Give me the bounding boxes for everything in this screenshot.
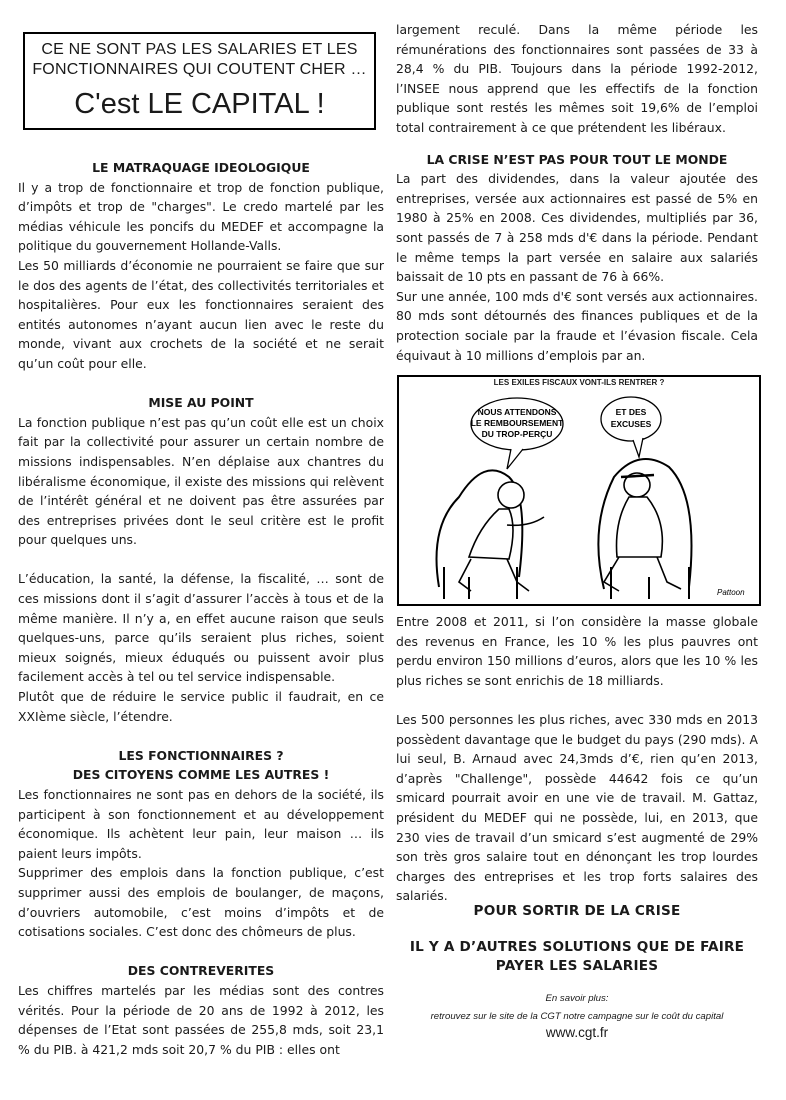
footer-headline-3: PAYER LES SALARIES	[495, 958, 659, 974]
bubble-right-line-1: ET DES	[615, 407, 647, 417]
paragraph: Plutôt que de réduire le service public il faudrait, en ce XXIème siècle, l’étendre.	[18, 689, 384, 724]
section-title-contreverites: DES CONTREVERITES	[127, 963, 275, 979]
cartoon-illustration	[397, 375, 761, 606]
headline-line-2: FONCTIONNAIRES QUI COUTENT CHER …	[32, 61, 367, 78]
cartoon-drawing	[399, 377, 759, 604]
more-info-text: retrouvez sur le site de la CGT notre campagne sur le coût du capital	[430, 1011, 724, 1022]
left-column	[18, 24, 384, 1059]
bubble-right-line-2: EXCUSES	[610, 419, 652, 429]
website-link[interactable]: www.cgt.fr	[545, 1025, 609, 1040]
paragraph: Les fonctionnaires ne sont pas en dehors de la société, ils participent à son fonctionnement et au développement économique. Ils achètent leur pain, leur maison … ils paient leurs impôts.	[18, 787, 384, 861]
paragraph: La part des dividendes, dans la valeur ajoutée des entreprises, versée aux actionnaires est passé de 5% en 1980 à 25% en 2008. Ces dividendes, multipliés par 36, sont passés de 7 à 258 mds d'€ dans la période. Pendant le même temps la part versée en salaire aux salariés baissait de 10 pts en passant de 76 à 66%.	[396, 171, 758, 285]
bubble-left-line-3: DU TROP-PERÇU	[481, 429, 553, 439]
footer-headline-1: POUR SORTIR DE LA CRISE	[473, 903, 681, 919]
footer-headline-2: IL Y A D’AUTRES SOLUTIONS QUE DE FAIRE	[409, 939, 745, 955]
section-title-mise-au-point: MISE AU POINT	[148, 395, 254, 411]
bubble-left-line-1: NOUS ATTENDONS	[477, 407, 557, 417]
paragraph: Les 50 milliards d’économie ne pourraient se faire que sur le dos des agents de l’état, des collectivités territoriales et hospitalières. Pour eux les fonctionnaires seraient des entités autonomes n’ayant aucun lien avec le reste du monde, vivant aux crochets de la société et ne serait qu’un coût pour elle.	[18, 257, 384, 371]
section-title-fonctionnaires: LES FONCTIONNAIRES ?	[118, 747, 284, 763]
paragraph: Il y a trop de fonctionnaire et trop de fonction publique, d’impôts et trop de "charges". Le credo martelé par les médias véhicule les poncifs du MEDEF et accompagne la politique du gouvernement Hollande-Valls.	[18, 179, 384, 254]
paragraph: La fonction publique n’est pas qu’un coût elle est un choix fait par la collectivité pour assurer un certain nombre de missions indispensables. N’en déplaise aux chantres du libéralisme économique, il existe des missions qui relèvent de l’intérêt général et ne doivent pas être assurées par des entreprises privées dont le seul critère est le profit pour quelques uns.	[18, 414, 384, 548]
section-title-crise: LA CRISE N’EST PAS POUR TOUT LE MONDE	[426, 151, 728, 167]
paragraph: largement reculé. Dans la même période les rémunérations des fonctionnaires sont passées de 33 à 28,4 % du PIB. Toujours dans la période 1992-2012, l’INSEE nous apprend que les effectifs de la fonction publique sont restés les mêmes soit 19,6% de l’emploi total contrairement à ce que prétendent les libéraux.	[396, 22, 758, 135]
headline-line-1: CE NE SONT PAS LES SALARIES ET LES	[41, 41, 358, 58]
footer	[396, 870, 758, 1042]
headline-main: C'est LE CAPITAL !	[74, 88, 325, 120]
cartoon-signature: Pattoon	[717, 588, 745, 597]
cartoon-caption: LES EXILES FISCAUX VONT-ILS RENTRER ?	[493, 378, 665, 387]
section-subtitle-citoyens: DES CITOYENS COMME LES AUTRES !	[72, 767, 330, 783]
bubble-left-line-2: LE REMBOURSEMENT	[470, 418, 564, 428]
paragraph: Entre 2008 et 2011, si l’on considère la masse globale des revenus en France, les 10 % les plus pauvres ont perdu environ 150 millions d’euros, alors que les 10 % les plus riches se sont enrichis de 18 milliards.	[396, 614, 758, 688]
paragraph: Sur une année, 100 mds d'€ sont versés aux actionnaires. 80 mds sont détournés des finances publiques et de la protection sociale par la fraude et l’évasion fiscale. Cela équivaut à 10 millions d’emplois par an.	[396, 288, 758, 363]
section-title-matraquage: LE MATRAQUAGE IDEOLOGIQUE	[92, 160, 310, 175]
paragraph: Les 500 personnes les plus riches, avec 330 mds en 2013 possèdent davantage que le budget du pays (290 mds). A lui seul, B. Arnaud avec 24,3mds d’€, rien qu’en 2013, d’après "Challenge", possède 44642 fois ce qu’un smicard pourrait avoir en une vie de travail. M. Gattaz, président du MEDEF qui ne possède, lui, en 2013, que 230 vies de travail d’un smicard s’est augmenté de 29% son très gros salaire tout en dénonçant les trop lourdes charges des entreprises et les trop forts salaires des salariés.	[396, 712, 758, 904]
paragraph: Supprimer des emplois dans la fonction publique, c’est supprimer aussi des emplois de boulanger, de maçons, d’ouvriers automobile, c’est moins d’impôts et de cotisations sociales. C’est donc des chômeurs de plus.	[18, 865, 384, 940]
paragraph: L’éducation, la santé, la défense, la fiscalité, … sont de ces missions dont il s’agit d’assurer l’accès à tous et de la même manière. Il n’y a, en effet aucune raison que seuls quelques-uns, parce qu’ils seraient plus riches, soient mieux soignés, mieux éduqués ou puissent avoir plus facilement accès à tel ou tel service indispensable.	[18, 571, 384, 685]
paragraph: Les chiffres martelés par les médias sont des contres vérités. Pour la période de 20 ans de 1992 à 2012, les dépenses de l’Etat sont passées de 255,8 mds, soit 23,1 % du PIB. à 421,2 mds soit 20,7 % du PIB : elles ont	[18, 982, 384, 1057]
more-info-label: En savoir plus:	[545, 993, 609, 1004]
